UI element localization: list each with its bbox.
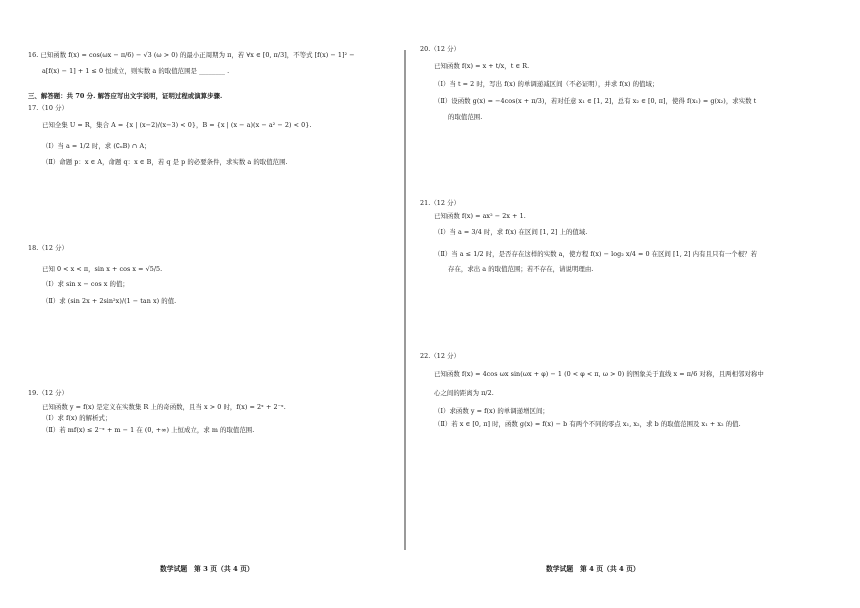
q19-part1: （Ⅰ）求 f(x) 的解析式； <box>42 414 112 422</box>
q20-part1: （Ⅰ）当 t = 2 时，写出 f(x) 的单调递减区间（不必证明），并求 f(x) 的值域； <box>434 80 659 88</box>
q18-header: 18.（12 分） <box>28 244 68 252</box>
q19-stem: 已知函数 y = f(x) 是定义在实数集 R 上的奇函数，且当 x > 0 时，f(x) = 2ˣ + 2⁻ˣ. <box>42 403 286 411</box>
q22-stem-2: 心之间的距离为 π/2. <box>434 389 494 397</box>
q18-part2: （Ⅱ）求 (sin 2x + 2sin²x)/(1 − tan x) 的值. <box>42 297 177 305</box>
q16-line1: 16. 已知函数 f(x) = cos(ωx − π/6) − √3 (ω > 0) 的最小正周期为 π，若 ∀x ∈ [0, π/3]，不等式 [f(x) − 1]² − <box>28 51 355 59</box>
q21-stem: 已知函数 f(x) = ax² − 2x + 1. <box>434 212 526 220</box>
page-4 <box>410 0 860 608</box>
q20-part2b: 的取值范围. <box>448 113 483 121</box>
q20-header: 20.（12 分） <box>420 45 460 53</box>
q17-part1: （Ⅰ）当 a = 1/2 时，求 (∁ᵤB) ∩ A； <box>42 142 151 150</box>
q21-part2a: （Ⅱ）当 a ≤ 1/2 时，是否存在这样的实数 a，使方程 f(x) − log₂ x/4 = 0 在区间 [1, 2] 内有且只有一个根？若 <box>434 250 758 258</box>
q19-header: 19.（12 分） <box>28 389 68 397</box>
q22-header: 22.（12 分） <box>420 352 460 360</box>
page-3-footer: 数学试题 第 3 页（共 4 页） <box>160 565 254 573</box>
q17-part2: （Ⅱ）命题 p：x ∈ A，命题 q：x ∈ B，若 q 是 p 的必要条件，求实数 a 的取值范围. <box>42 158 288 166</box>
q17-header: 17.（10 分） <box>28 104 68 112</box>
page-3 <box>0 0 404 608</box>
q22-stem-1: 已知函数 f(x) = 4cos ωx sin(ωx + φ) − 1 (0 < φ < π, ω > 0) 的图象关于直线 x = π/6 对称，且两相邻对称中 <box>434 370 764 378</box>
q21-header: 21.（12 分） <box>420 199 460 207</box>
page-divider <box>404 50 406 550</box>
q21-part2b: 存在，求出 a 的取值范围；若不存在，请说明理由. <box>448 265 594 273</box>
q18-stem: 已知 0 < x < π，sin x + cos x = √5/5. <box>42 265 163 273</box>
q22-part1: （Ⅰ）求函数 y = f(x) 的单调递增区间； <box>434 407 549 415</box>
q20-part2a: （Ⅱ）设函数 g(x) = −4cos(x + π/3)，若对任意 x₁ ∈ [1, 2]，总有 x₂ ∈ [0, π]，使得 f(x₁) = g(x₂)，求实数 t <box>434 97 757 105</box>
section-3-heading: 三、解答题：共 70 分. 解答应写出文字说明，证明过程或演算步骤. <box>28 92 223 100</box>
q22-part2: （Ⅱ）若 x ∈ [0, π] 时，函数 g(x) = f(x) − b 有两个不同的零点 x₁, x₂，求 b 的取值范围及 x₁ + x₂ 的值. <box>434 420 741 428</box>
q18-part1: （Ⅰ）求 sin x − cos x 的值； <box>42 280 129 288</box>
q16-line2: a[f(x) − 1] + 1 ≤ 0 恒成立，则实数 a 的取值范围是 ________ . <box>42 67 230 75</box>
page-4-footer: 数学试题 第 4 页（共 4 页） <box>546 565 640 573</box>
q20-stem: 已知函数 f(x) = x + t/x，t ∈ R. <box>434 62 530 70</box>
q21-part1: （Ⅰ）当 a = 3/4 时，求 f(x) 在区间 [1, 2] 上的值域. <box>434 228 588 236</box>
q17-stem: 已知全集 U = R，集合 A = {x | (x−2)/(x−3) < 0}，B = {x | (x − a)(x − a² − 2) < 0}. <box>42 121 312 129</box>
q19-part2: （Ⅱ）若 mf(x) ≤ 2⁻ˣ + m − 1 在 (0, +∞) 上恒成立，求 m 的取值范围. <box>42 426 255 434</box>
